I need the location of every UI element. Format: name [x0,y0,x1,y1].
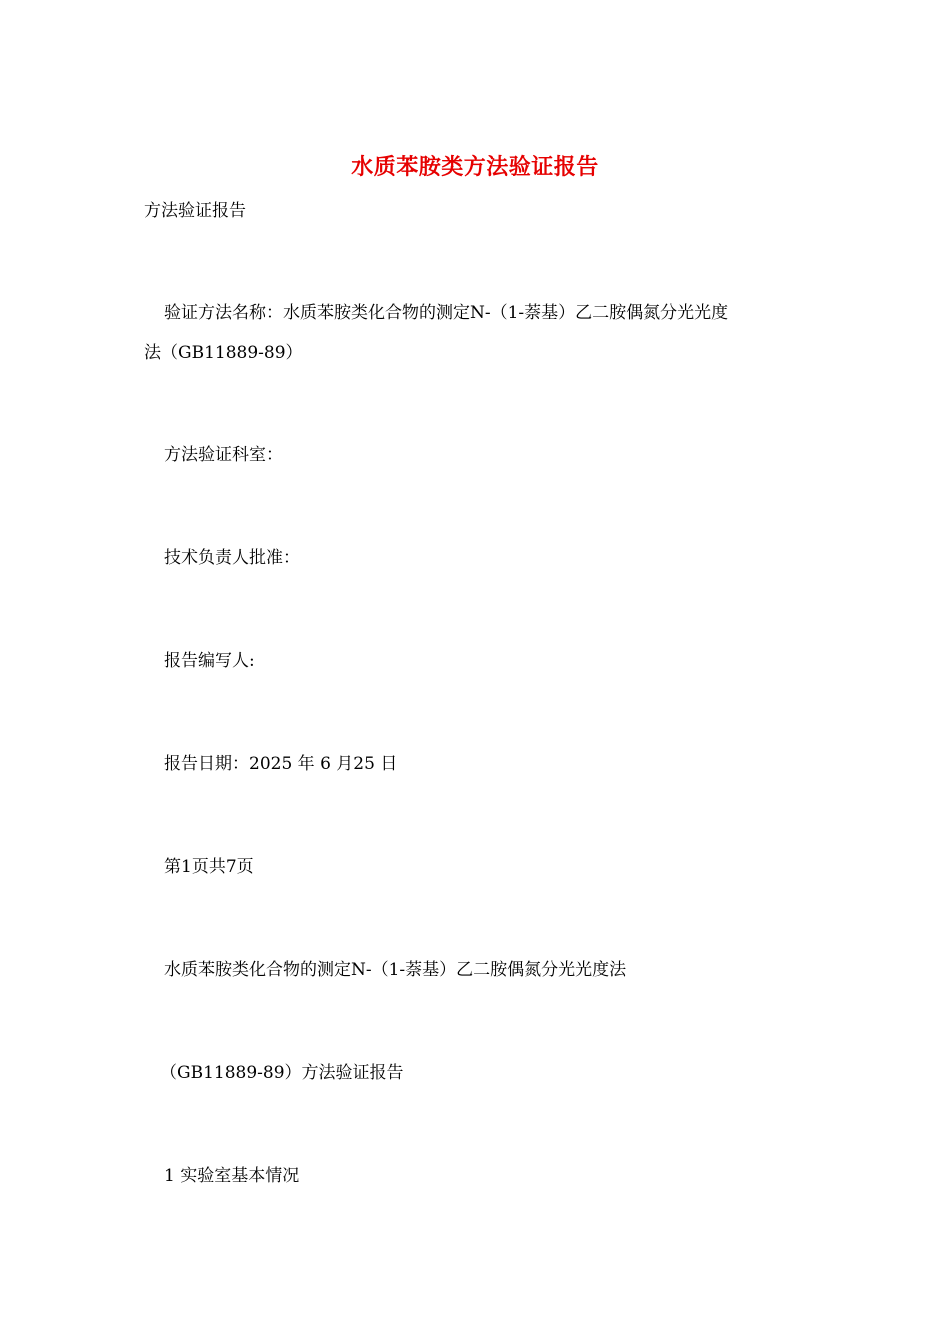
lab-department-field: 方法验证科室： [164,445,283,465]
page-info: 第1页共7页 [164,857,254,877]
report-date-field: 报告日期：2025 年 6 月25 日 [164,754,398,774]
report-author-field: 报告编写人: [164,651,255,671]
method-name-line-2: 法（GB11889-89） [144,343,303,363]
report-heading-line-1: 水质苯胺类化合物的测定N-（1-萘基）乙二胺偶氮分光光度法 [164,960,627,980]
technical-approver-field: 技术负责人批准： [164,548,300,568]
document-subtitle: 方法验证报告 [144,201,246,221]
report-heading-line-2: （GB11889-89）方法验证报告 [160,1063,404,1083]
document-title: 水质苯胺类方法验证报告 [351,154,599,180]
section-heading-1: 1 实验室基本情况 [164,1166,300,1186]
method-name-line-1: 验证方法名称：水质苯胺类化合物的测定N-（1-萘基）乙二胺偶氮分光光度 [164,303,729,323]
